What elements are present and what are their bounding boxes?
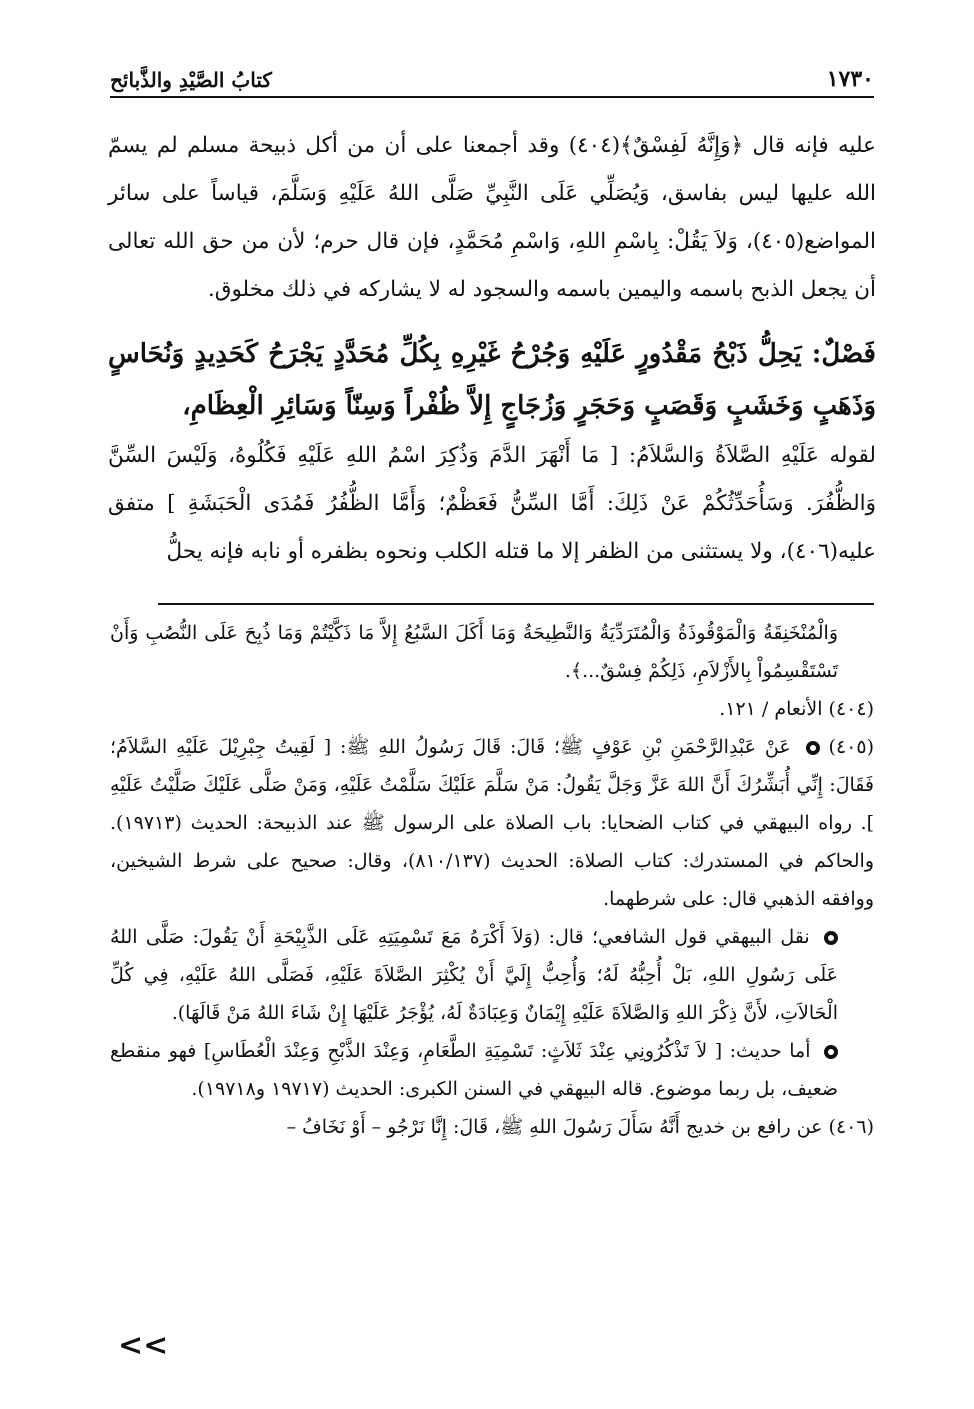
bullet-icon (806, 741, 820, 755)
book-title: كتابُ الصَّيْدِ والذَّبائح (110, 68, 272, 92)
footnote-405-text: عَنْ عَبْدِالرَّحْمَنِ بْنِ عَوْفٍ ﷺ؛ قَالَ: قَالَ رَسُولُ اللهِ ﷺ: [ لَقِيتُ جِبْرِيْلَ عَلَيْهِ السَّلاَمُ؛ فَقَالَ: إِنِّي أُبَشِّرُكَ أَنَّ اللهَ عَزَّ وَجَلَّ يَقُولُ: مَنْ سَلَّمَ عَلَيْكَ سَلَّمْتُ عَلَيْهِ، وَمَنْ صَلَّى عَلَيْكَ صَلَّيْتُ عَلَيْهِ ]. رواه البيهقي في كتاب الضحايا: باب الصلاة على الرسول ﷺ عند الذبيحة: الحديث (١٩٧١٣). والحاكم في المستدرك: كتاب الصلاة: الحديث (٨١٠/١٣٧)، وقال: صحيح على شرط الشيخين، ووافقه الذهبي قال: على شرطهما. (110, 736, 874, 910)
footnote-405-number: (٤٠٥) (828, 736, 874, 758)
running-header (110, 58, 874, 98)
footnotes (110, 614, 874, 1146)
footnote-405 (110, 728, 874, 918)
footnote-404: (٤٠٤) الأنعام / ١٢١. (719, 698, 874, 720)
footnote-406: (٤٠٦) عن رافع بن خديج أَنَّهُ سَأَلَ رَسُولَ اللهِ ﷺ، قَالَ: إِنَّا نَرْجُو – أَوْ نَخَافُ – (286, 1116, 874, 1138)
paragraph-hadith: لقوله عَلَيْهِ الصَّلاَةُ وَالسَّلاَمُ: [ مَا أَنْهَرَ الدَّمَ وَذُكِرَ اسْمُ اللهِ عَلَيْهِ فَكُلُوهُ، وَلَيْسَ السِّنَّ وَالظُّفُرَ. وَسَأُحَدِّثُكُمْ عَنْ ذَلِكَ: أَمَّا السِّنُّ فَعَظْمٌ؛ وَأَمَّا الظُّفُرُ فَمُدَى الْحَبَشَةِ ] متفق عليه(٤٠٦)، ولا يستثنى من الظفر إلا ما قتله الكلب ونحوه بظفره أو نابه فإنه يحلُّ (108, 443, 876, 564)
footnote-separator (158, 603, 874, 605)
footnote-405-note-c (110, 1032, 874, 1108)
bullet-icon (824, 1045, 838, 1059)
main-text (108, 122, 876, 576)
paragraph-commentary: عليه فإنه قال ﴿وَإِنَّهُ لَفِسْقٌ﴾(٤٠٤) وقد أجمعنا على أن من أكل ذبيحة مسلم لم يسمّ الله عليها ليس بفاسق، وَيُصَلِّي عَلَى النَّبِيِّ صَلَّى اللهُ عَلَيْهِ وَسَلَّمَ، قياساً على سائر المواضع(٤٠٥)، وَلاَ يَقُلْ: بِاسْمِ اللهِ، وَاسْمِ مُحَمَّدٍ، فإن قال حرم؛ لأن من حق الله تعالى أن يجعل الذبح باسمه واليمين باسمه والسجود له لا يشاركه في ذلك مخلوق. (108, 133, 876, 302)
footnote-405-note-b-text: نقل البيهقي قول الشافعي؛ قال: (وَلاَ أَكْرَهُ مَعَ تَسْمِيَتِهِ عَلَى الذَّبِيْحَةِ أَنْ يَقُولَ: صَلَّى اللهُ عَلَى رَسُولِ اللهِ، بَلْ أُحِبُّهُ لَهُ؛ وَأُحِبُّ إِلَيَّ أَنْ يُكْثِرَ الصَّلاَةَ عَلَيْهِ، فَصَلَّى اللهُ عَلَيْهِ، فِي كُلِّ الْحَالاَتِ، لأَنَّ ذِكْرَ اللهِ وَالصَّلاَةَ عَلَيْهِ إِيْمَانٌ وَعِبَادَةٌ لَهُ، يُؤْجَرُ عَلَيْهَا إِنْ شَاءَ اللهُ مَنْ قَالَهَا). (110, 926, 838, 1024)
footnote-continuation: وَالْمُنْخَنِقَةُ وَالْمَوْقُوذَةُ وَالْمُتَرَدِّيَةُ وَالنَّطِيحَةُ وَمَا أَكَلَ السَّبُعُ إِلاَّ مَا ذَكَّيْتُمْ وَمَا ذُبِحَ عَلَى النُّصُبِ وَأَنْ تَسْتَقْسِمُواْ بِالأَزْلاَمِ، ذَلِكُمْ فِسْقٌ...﴾. (110, 622, 838, 682)
footnote-405-note-b (110, 918, 874, 1032)
continuation-mark: << (118, 1328, 169, 1363)
paragraph-matn: فَصْلٌ: يَحِلُّ ذَبْحُ مَقْدُورٍ عَلَيْهِ وَجُرْحُ غَيْرِهِ بِكُلِّ مُحَدَّدٍ يَجْرَحُ كَحَدِيدٍ وَنُحَاسٍ وَذَهَبٍ وَخَشَبٍ وَقَصَبٍ وَحَجَرٍ وَزُجَاجٍ إِلاَّ ظُفْراً وَسِنّاً وَسَائِرِ الْعِظَامِ، (108, 339, 876, 421)
page-number: ١٧٣٠ (826, 66, 874, 92)
bullet-icon (824, 931, 838, 945)
footnote-405-note-c-text: أما حديث: [ لاَ تَذْكُرُونِي عِنْدَ ثَلاَثٍ: تَسْمِيَةِ الطَّعَامِ، وَعِنْدَ الذَّبْحِ وَعِنْدَ الْعُطَاسِ] فهو منقطع ضعيف، بل ربما موضوع. قاله البيهقي في السنن الكبرى: الحديث (١٩٧١٧ و١٩٧١٨). (110, 1040, 838, 1100)
